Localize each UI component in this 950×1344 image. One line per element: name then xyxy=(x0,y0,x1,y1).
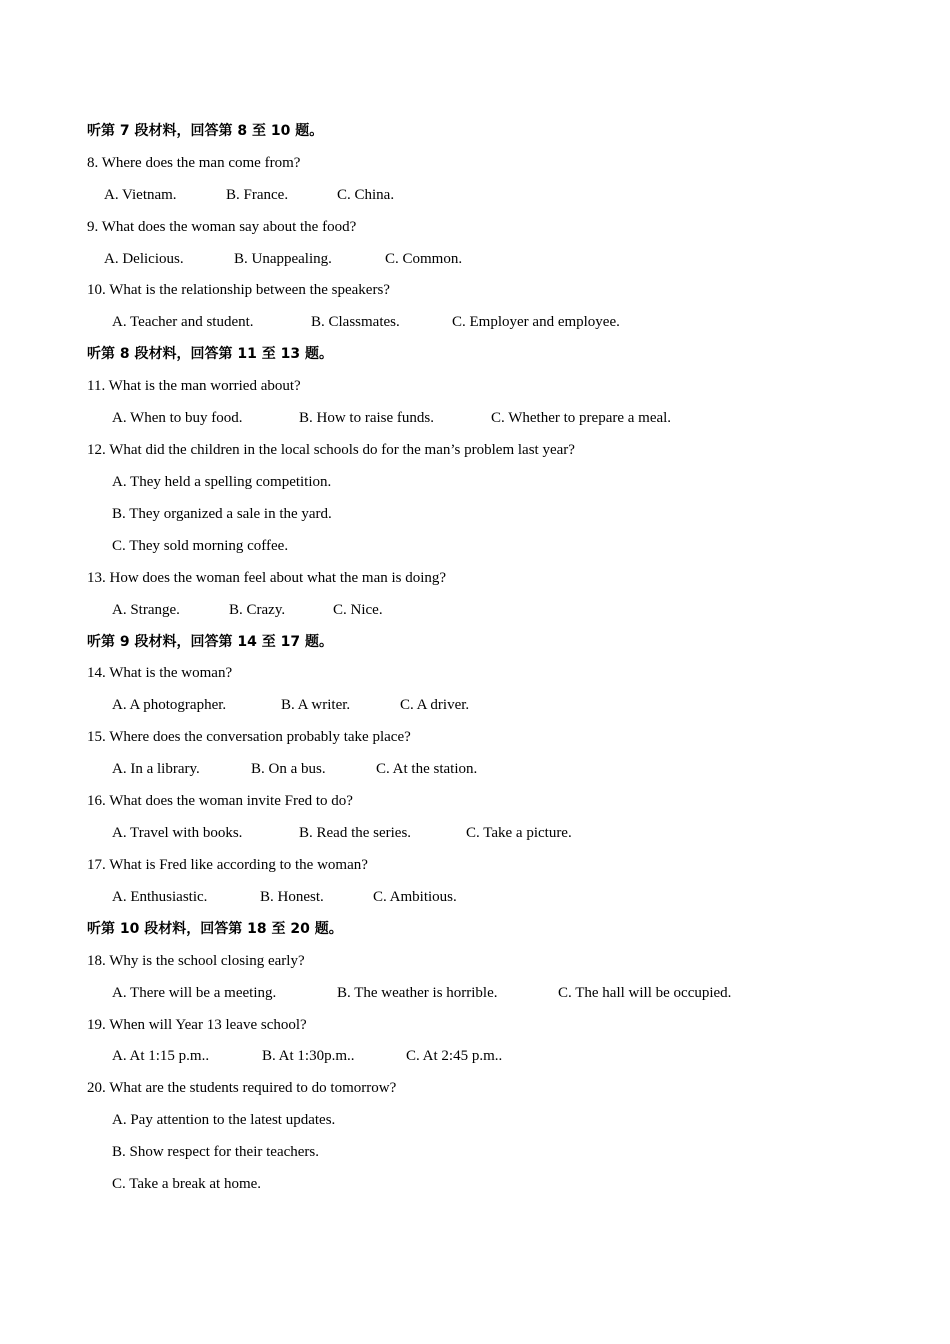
question-12: 12. What did the children in the local schools do for the man’s problem last year? xyxy=(87,442,575,458)
question-9: 9. What does the woman say about the food? xyxy=(87,219,357,235)
option: B. On a bus. xyxy=(251,761,326,777)
option: A. There will be a meeting. xyxy=(112,985,277,1001)
option: A. Enthusiastic. xyxy=(112,889,208,905)
option: B. A writer. xyxy=(281,697,351,713)
section-heading: 听第 9 段材料，回答第 14 至 17 题。 xyxy=(87,634,333,650)
option: B. Classmates. xyxy=(311,314,400,330)
option: C. At 2:45 p.m.. xyxy=(406,1048,503,1064)
option: C. Whether to prepare a meal. xyxy=(491,410,672,426)
question-20: 20. What are the students required to do tomorrow? xyxy=(87,1080,397,1096)
option: A. Delicious. xyxy=(104,251,184,267)
question-18: 18. Why is the school closing early? xyxy=(87,953,305,969)
section-heading: 听第 8 段材料，回答第 11 至 13 题。 xyxy=(87,346,333,362)
option: A. A photographer. xyxy=(112,697,227,713)
option: A. When to buy food. xyxy=(112,410,243,426)
option: A. Pay attention to the latest updates. xyxy=(112,1112,336,1128)
option: C. Take a picture. xyxy=(466,825,572,841)
question-13: 13. How does the woman feel about what the man is doing? xyxy=(87,570,447,586)
option: C. Common. xyxy=(385,251,463,267)
option: A. They held a spelling competition. xyxy=(112,474,332,490)
option: C. Nice. xyxy=(333,602,383,618)
option: A. Teacher and student. xyxy=(112,314,254,330)
option: B. Read the series. xyxy=(299,825,412,841)
section-heading: 听第 7 段材料，回答第 8 至 10 题。 xyxy=(87,123,324,139)
option: C. Take a break at home. xyxy=(112,1176,262,1192)
option: A. Travel with books. xyxy=(112,825,243,841)
option: B. Crazy. xyxy=(229,602,286,618)
question-16: 16. What does the woman invite Fred to do? xyxy=(87,793,353,809)
option: B. At 1:30p.m.. xyxy=(262,1048,355,1064)
option: A. Vietnam. xyxy=(104,187,177,203)
question-11: 11. What is the man worried about? xyxy=(87,378,301,394)
option: C. Employer and employee. xyxy=(452,314,620,330)
question-17: 17. What is Fred like according to the woman? xyxy=(87,857,368,873)
option: C. The hall will be occupied. xyxy=(558,985,732,1001)
option: A. At 1:15 p.m.. xyxy=(112,1048,210,1064)
option: C. At the station. xyxy=(376,761,478,777)
option: C. They sold morning coffee. xyxy=(112,538,289,554)
option: B. How to raise funds. xyxy=(299,410,434,426)
option: B. They organized a sale in the yard. xyxy=(112,506,332,522)
option: B. France. xyxy=(226,187,289,203)
option: A. In a library. xyxy=(112,761,200,777)
question-14: 14. What is the woman? xyxy=(87,665,233,681)
question-10: 10. What is the relationship between the speakers? xyxy=(87,282,390,298)
option: B. Show respect for their teachers. xyxy=(112,1144,320,1160)
option: C. China. xyxy=(337,187,395,203)
section-heading: 听第 10 段材料，回答第 18 至 20 题。 xyxy=(87,921,343,937)
option: C. A driver. xyxy=(400,697,470,713)
question-15: 15. Where does the conversation probably take place? xyxy=(87,729,411,745)
question-19: 19. When will Year 13 leave school? xyxy=(87,1017,307,1033)
option: A. Strange. xyxy=(112,602,180,618)
option: B. Honest. xyxy=(260,889,324,905)
option: B. The weather is horrible. xyxy=(337,985,498,1001)
option: B. Unappealing. xyxy=(234,251,332,267)
question-8: 8. Where does the man come from? xyxy=(87,155,301,171)
option: C. Ambitious. xyxy=(373,889,457,905)
